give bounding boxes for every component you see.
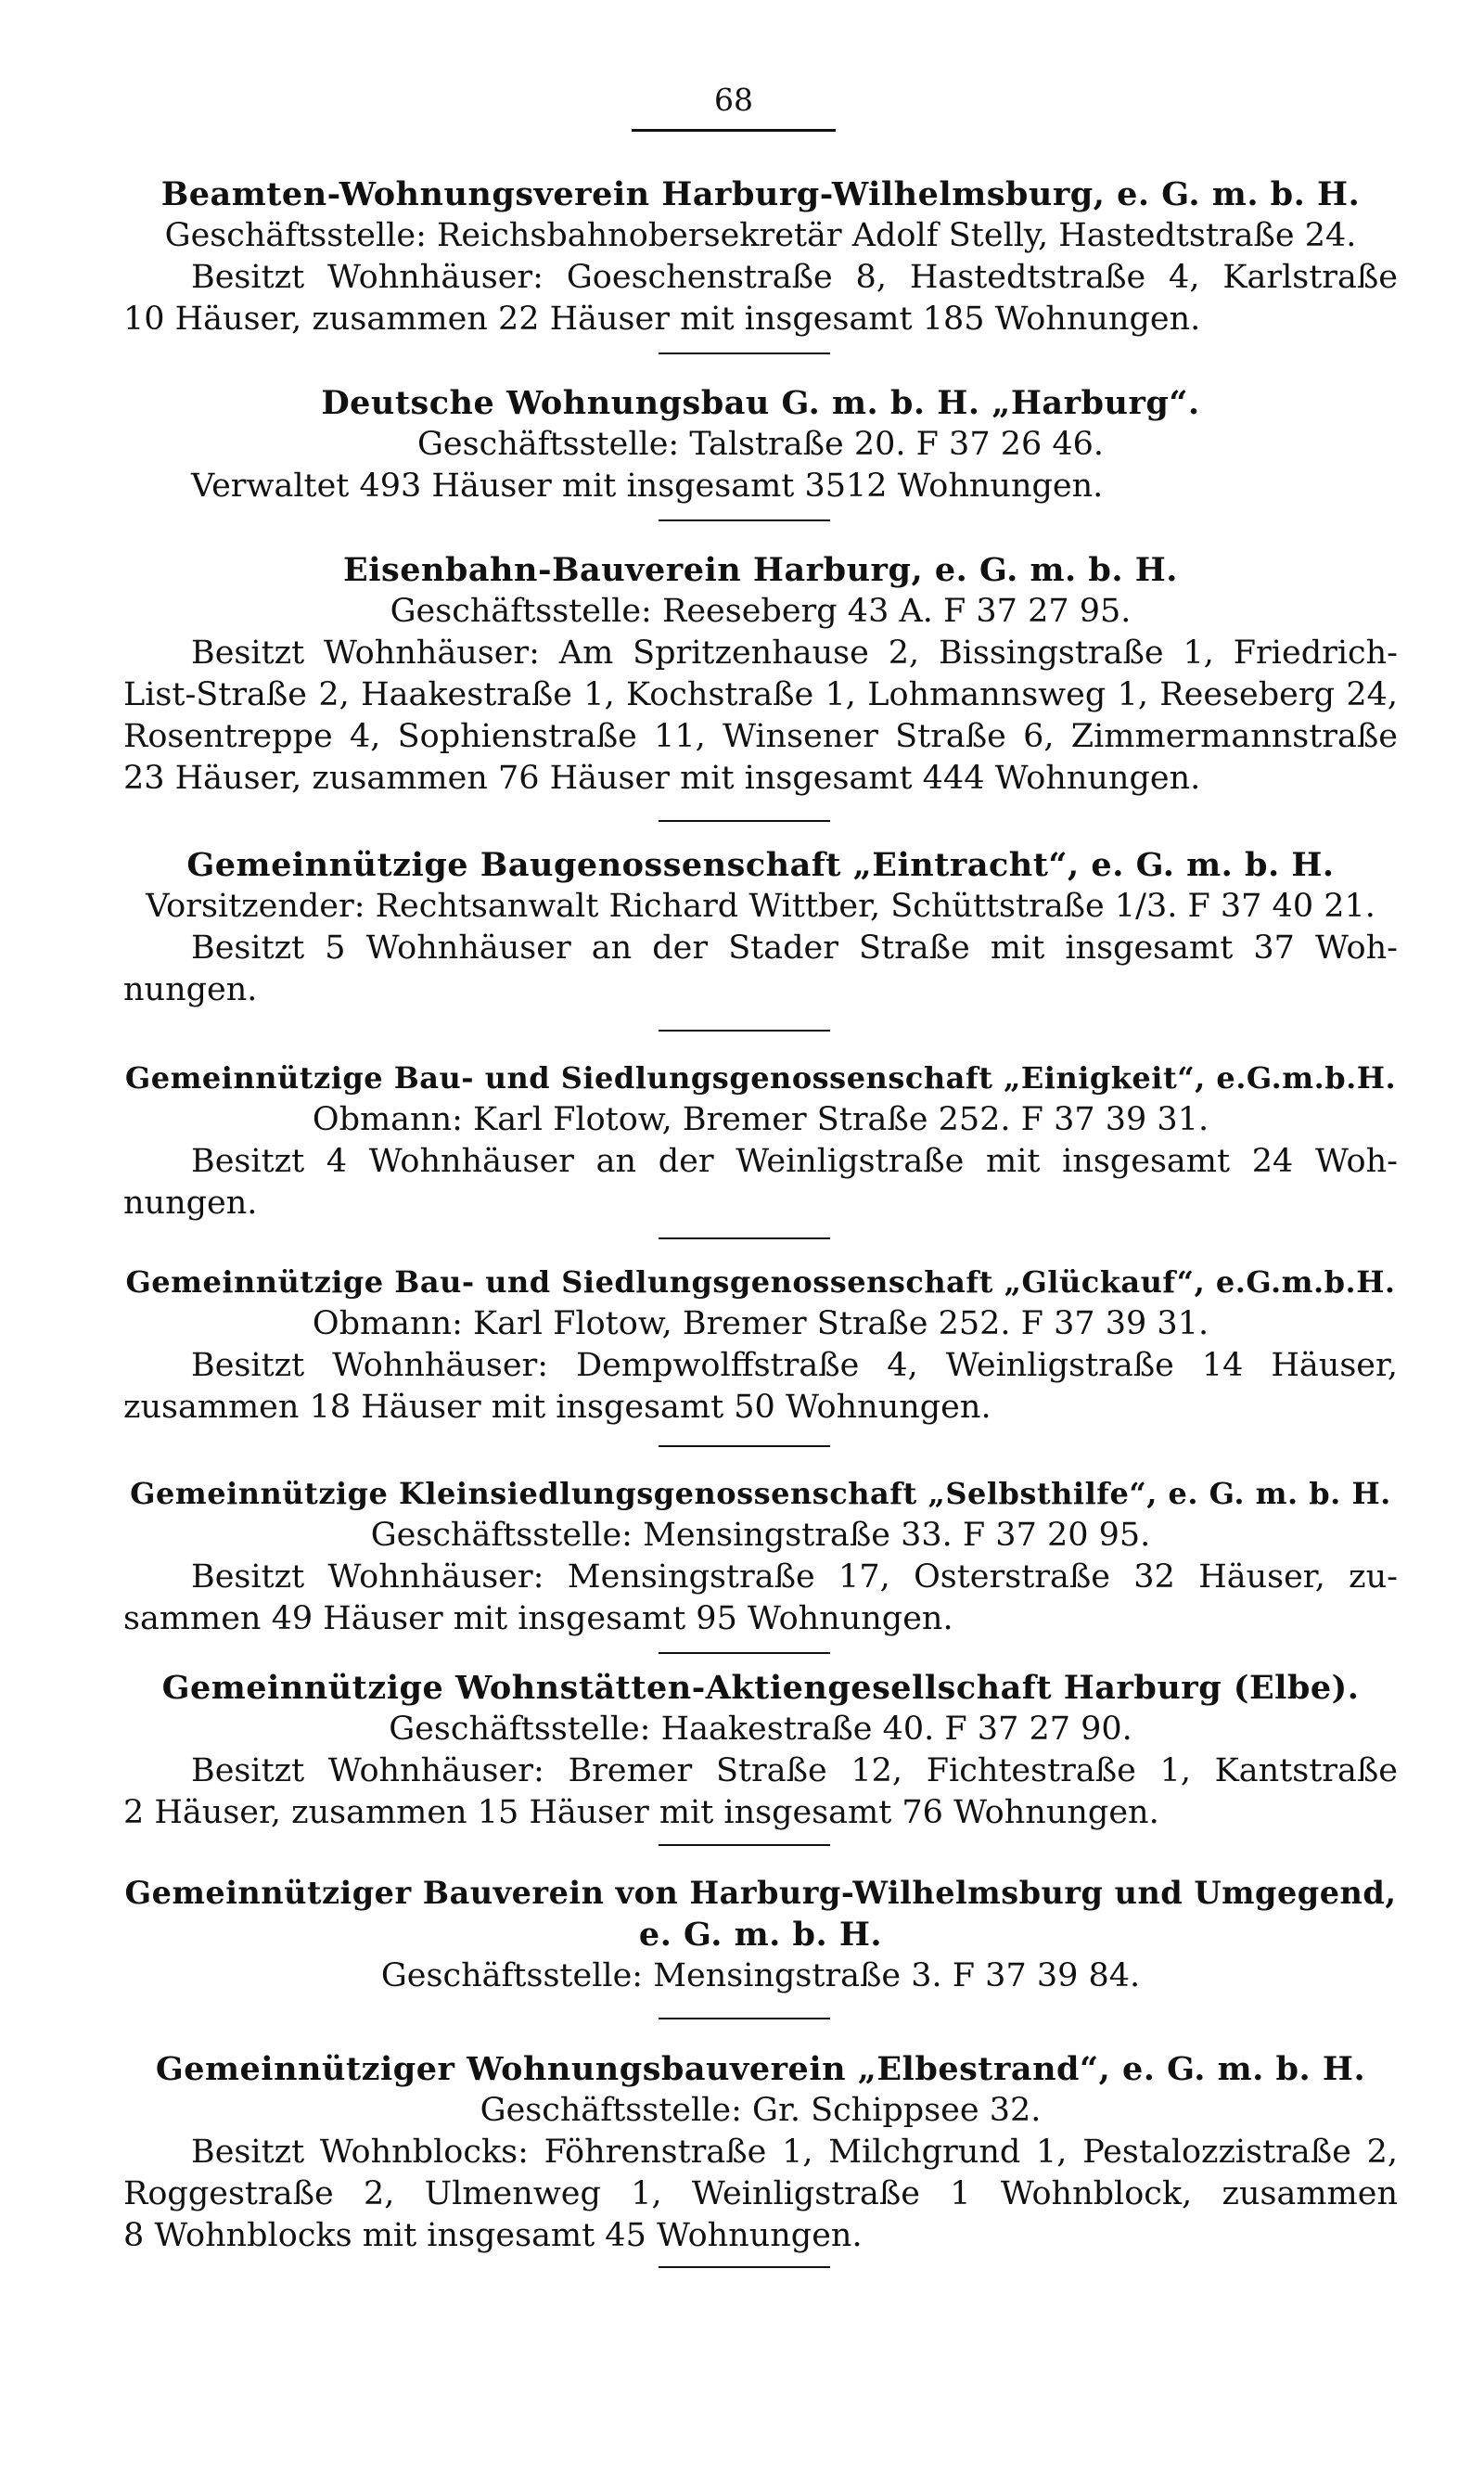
entry-title-continued: e. G. m. b. H. (638, 1916, 883, 1954)
entry-text (123, 2132, 1398, 2173)
separator (659, 820, 830, 822)
entry-text-line: Besitzt 4 Wohnhäuser an der Weinligstraße mit insgesamt 24 Woh- (191, 1143, 1398, 1180)
entry-title: Gemeinnützige Kleinsiedlungsgenossenschaft „Selbsthilfe“, e. G. m. b. H. (130, 1476, 1391, 1511)
separator (659, 1844, 830, 1846)
entry-title: Gemeinnützige Bau- und Siedlungsgenossenschaft „Einigkeit“, e.G.m.b.H. (124, 1060, 1397, 1096)
entry-title: Eisenbahn-Bauverein Harburg, e. G. m. b. H. (343, 551, 1178, 589)
entry-office: Geschäftsstelle: Haakestraße 40. F 37 27 90. (389, 1711, 1132, 1748)
entry-office: Geschäftsstelle: Mensingstraße 3. F 37 39 84. (380, 1957, 1141, 1994)
entry-elbestrand (123, 2048, 1398, 2257)
entry-text (123, 257, 1398, 299)
entry-text-line: 23 Häuser, zusammen 76 Häuser mit insgesamt 444 Wohnungen. (123, 760, 1201, 797)
entry-text (123, 1141, 1398, 1183)
entry-text-line: List-Straße 2, Haakestraße 1, Kochstraße 1, Lohmannsweg 1, Reeseberg 24, (123, 676, 1398, 713)
entry-text-line: Verwaltet 493 Häuser mit insgesamt 3512 Wohnungen. (191, 468, 1104, 505)
separator (659, 2018, 830, 2019)
entry-title: Beamten-Wohnungsverein Harburg-Wilhelmsburg, e. G. m. b. H. (160, 175, 1361, 213)
entry-beamten-wohnungsverein (123, 173, 1398, 340)
entry-wohnstaetten-ag (123, 1667, 1398, 1834)
entry-text (123, 1750, 1398, 1792)
separator (659, 1030, 830, 1032)
entry-office: Geschäftsstelle: Mensingstraße 33. F 37 20 95. (370, 1517, 1151, 1554)
entry-title: Deutsche Wohnungsbau G. m. b. H. „Harburg“. (321, 384, 1200, 422)
entry-office: Vorsitzender: Rechtsanwalt Richard Wittber, Schüttstraße 1/3. F 37 40 21. (146, 888, 1375, 925)
separator (659, 1445, 830, 1447)
entry-text (123, 1557, 1398, 1598)
entry-office: Obmann: Karl Flotow, Bremer Straße 252. F 37 39 31. (312, 1101, 1209, 1138)
entry-text-line: Besitzt Wohnhäuser: Mensingstraße 17, Osterstraße 32 Häuser, zu- (191, 1558, 1398, 1596)
entry-eintracht (123, 844, 1398, 1011)
entry-text-line: 10 Häuser, zusammen 22 Häuser mit insgesamt 185 Wohnungen. (123, 301, 1201, 338)
entry-text-line: zusammen 18 Häuser mit insgesamt 50 Wohnungen. (123, 1389, 991, 1426)
separator (659, 519, 830, 521)
entry-glueckauf (123, 1262, 1398, 1429)
entry-selbsthilfe (123, 1473, 1398, 1640)
entry-text-line: nungen. (123, 971, 258, 1008)
page-number-rule (632, 129, 836, 132)
entry-bauverein-umgegend (123, 1872, 1398, 1997)
entry-title: Gemeinnützige Wohnstätten-Aktiengesellschaft Harburg (Elbe). (161, 1669, 1360, 1707)
entry-text (123, 466, 1398, 507)
entry-text-line: 2 Häuser, zusammen 15 Häuser mit insgesamt 76 Wohnungen. (123, 1794, 1159, 1831)
entry-title: Gemeinnütziger Bauverein von Harburg-Wilhelmsburg und Umgegend, (124, 1875, 1397, 1911)
entry-text (123, 928, 1398, 969)
entry-text-line: Besitzt Wohnhäuser: Dempwolffstraße 4, Weinligstraße 14 Häuser, (191, 1347, 1398, 1384)
entry-office: Geschäftsstelle: Reichsbahnobersekretär Adolf Stelly, Hastedtstraße 24. (164, 217, 1357, 254)
entry-text-line: Besitzt Wohnhäuser: Am Spritzenhause 2, Bissingstraße 1, Friedrich- (191, 635, 1398, 672)
entry-text-line: Besitzt Wohnhäuser: Goeschenstraße 8, Hastedtstraße 4, Karlstraße (191, 259, 1398, 296)
entry-office: Geschäftsstelle: Gr. Schippsee 32. (480, 2092, 1042, 2129)
entry-text-line: 8 Wohnblocks mit insgesamt 45 Wohnungen. (123, 2217, 863, 2254)
entry-office: Geschäftsstelle: Talstraße 20. F 37 26 46. (416, 426, 1105, 463)
entry-text-line: Rosentreppe 4, Sophienstraße 11, Winsener Straße 6, Zimmermannstraße (123, 718, 1398, 755)
entry-text-line: Besitzt Wohnhäuser: Bremer Straße 12, Fichtestraße 1, Kantstraße (191, 1752, 1398, 1789)
entry-text-line: Besitzt 5 Wohnhäuser an der Stader Straße mit insgesamt 37 Woh- (191, 929, 1398, 967)
entry-office: Geschäftsstelle: Reeseberg 43 A. F 37 27 95. (390, 593, 1132, 630)
entry-title: Gemeinnützige Bau- und Siedlungsgenossenschaft „Glückauf“, e.G.m.b.H. (125, 1264, 1396, 1300)
entry-einigkeit (123, 1058, 1398, 1224)
entry-deutsche-wohnungsbau (123, 382, 1398, 507)
page-number: 68 (714, 82, 753, 118)
entry-text-line: Roggestraße 2, Ulmenweg 1, Weinligstraße 1 Wohnblock, zusammen (123, 2175, 1398, 2212)
entry-title: Gemeinnützige Baugenossenschaft „Eintracht“, e. G. m. b. H. (186, 846, 1335, 884)
separator (659, 1652, 830, 1654)
separator (659, 1237, 830, 1239)
entry-title: Gemeinnütziger Wohnungsbauverein „Elbestrand“, e. G. m. b. H. (155, 2050, 1366, 2088)
entry-office: Obmann: Karl Flotow, Bremer Straße 252. F 37 39 31. (312, 1305, 1209, 1342)
entry-text-line: sammen 49 Häuser mit insgesamt 95 Wohnungen. (123, 1600, 953, 1637)
entry-text (123, 1345, 1398, 1387)
entry-text (123, 633, 1398, 674)
separator (659, 353, 830, 354)
entry-eisenbahn-bauverein (123, 549, 1398, 800)
entry-text-line: nungen. (123, 1185, 258, 1222)
separator (659, 2266, 830, 2268)
entry-text-line: Besitzt Wohnblocks: Föhrenstraße 1, Milchgrund 1, Pestalozzistraße 2, (191, 2134, 1398, 2171)
